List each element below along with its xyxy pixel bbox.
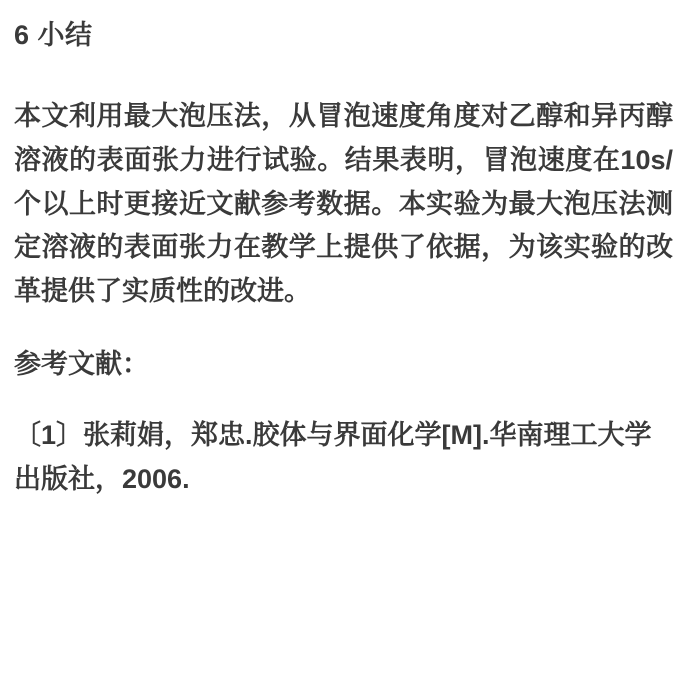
section-title: 6 小结 (14, 20, 93, 50)
reference-item: 〔1〕张莉娟，郑忠.胶体与界面化学[M].华南理工大学出版社，2006. (14, 420, 652, 494)
spacer-after-references-heading (14, 384, 673, 414)
spacer-before-references (14, 314, 673, 344)
references-heading: 参考文献： (14, 348, 149, 379)
summary-paragraph: 本文利用最大泡压法，从冒泡速度角度对乙醇和异丙醇溶液的表面张力进行试验。结果表明，冒泡速度在10s/个以上时更接近文献参考数据。本实验为最大泡压法测定溶液的表面张力在教学上提供了依据，为该实验的改革提供了实质性的改进。 (14, 101, 673, 307)
spacer-after-title (14, 57, 673, 95)
